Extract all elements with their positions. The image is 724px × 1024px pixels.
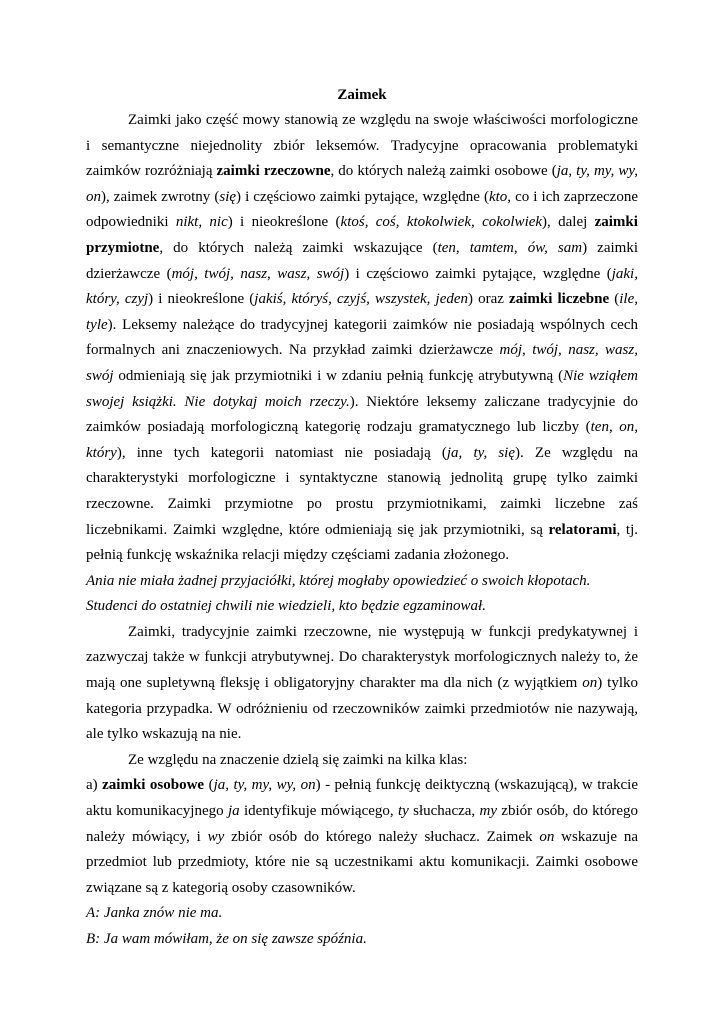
example-words: ja, ty, my, wy, on	[86, 163, 638, 205]
text-run: , do których należą zaimki wskazujące (	[159, 239, 438, 256]
text-run: zbiór osób, do którego należy mówiący, i	[86, 803, 638, 845]
text-run: wskazuje na przedmiot lub przedmioty, które nie są uczestnikami aktu komunikacji. Zaimki osobowe związane są z kategorią osoby czasowników.	[86, 828, 638, 896]
text-run: co i ich zaprzeczone odpowiedniki	[86, 188, 638, 231]
term-relatory: relatorami	[548, 521, 617, 538]
text-run: , tj. pełnią funkcję wskaźnika relacji między częściami zadania złożonego.	[86, 521, 638, 564]
text-run: ) i częściowo zaimki pytające, względne (	[344, 265, 612, 282]
paragraph-morphology	[86, 620, 638, 748]
example-words: ja, ty, my, wy, on	[213, 777, 316, 794]
text-run: ). Niektóre leksemy zaliczane tradycyjnie do zaimków posiadają morfologiczną kategorię rodzaju gramatycznego lub liczby (	[86, 393, 638, 436]
text-run: , do których należą zaimki osobowe (	[330, 163, 557, 180]
term-zaimki-przymiotne: zaimki przymiotne	[86, 214, 638, 256]
example-words: on	[582, 675, 598, 692]
text-run: ) tylko kategoria przypadka. W odróżnieniu od rzeczowników zaimki przedmiotów nie nazywają, ale tylko wskazują na nie.	[86, 675, 638, 743]
text-run: identyfikuje mówiącego,	[239, 803, 398, 820]
text-run: Zaimki, tradycyjnie zaimki rzeczowne, nie występują w funkcji predykatywnej i zazwyczaj także w funkcji atrybutywnej. Do charakterystyk morfologicznych należy to, że mają one supletywną fleksję i obligatoryjny charakter ma dla nich (z wyjątkiem	[86, 623, 638, 692]
example-words: nikt, nic	[175, 214, 228, 231]
example-words: ile, tyle	[86, 291, 638, 333]
paragraph-introduction	[86, 108, 638, 569]
text-run: ) - pełnią funkcję deiktyczną (wskazującą), w trakcie aktu komunikacyjnego	[86, 777, 639, 820]
text-run: (	[204, 777, 214, 794]
page-title: Zaimek	[337, 87, 387, 103]
text-run: słuchacza,	[408, 803, 480, 820]
term-zaimki-osobowe: zaimki osobowe	[102, 777, 205, 794]
example-words: wy	[207, 828, 225, 845]
example-words: ten, on, który	[86, 419, 639, 461]
text-run: Zaimki jako część mowy stanowią ze względu na swoje właściwości morfologiczne i semantyczne niejednolity zbiór leksemów. Tradycyjne opracowania problematyki zaimków rozróżniają	[86, 112, 638, 180]
term-zaimki-rzeczowne: zaimki rzeczowne	[216, 163, 331, 180]
text-run: odmieniają się jak przymiotniki i w zdaniu pełnią funkcję atrybutywną (	[113, 367, 564, 384]
example-words: jakiś, któryś, czyjś, wszystek, jeden	[254, 291, 469, 308]
dialogue-line-b: B: Ja wam mówiłam, że on się zawsze spóźnia.	[86, 931, 367, 947]
text-run: ) i częściowo zaimki pytające, względne (	[236, 188, 489, 205]
text-run: ) i nieokreślone (	[227, 214, 341, 231]
text-run: ), zaimek zwrotny (	[101, 188, 220, 205]
example-words: kto,	[488, 188, 512, 205]
example-sentence: Nie wziąłem swojej książki. Nie dotykaj moich rzeczy.	[86, 367, 638, 410]
text-run: ). Ze względu na charakterystyki morfologiczne i syntaktyczne stanowią jednolitą grupę tylko zaimki rzeczowne. Zaimki przymiotne po prostu przymiotnikami, zaimki liczebne zaś liczebnikami. Zaimki względne, które odmieniają się jak przymiotniki, są	[86, 444, 639, 538]
example-words: ja, ty, się	[446, 444, 516, 461]
example-words: ty	[397, 803, 409, 820]
example-sentence-2: Studenci do ostatniej chwili nie wiedzieli, kto będzie egzaminował.	[86, 598, 486, 615]
text-run: ) i nieokreślone (	[148, 291, 255, 308]
text-run: ), dalej	[542, 214, 595, 231]
example-words: ja	[227, 803, 240, 820]
text-run: ) oraz	[468, 291, 510, 308]
example-words: my	[479, 803, 497, 820]
example-words: mój, twój, nasz, wasz, swój	[171, 265, 345, 282]
text-run: ), inne tych kategorii natomiast nie posiadają (	[116, 444, 447, 461]
text-run: ) zaimki dzierżawcze (	[86, 239, 638, 282]
paragraph-classes-intro: Ze względu na znaczenie dzielą się zaimki na kilka klas:	[128, 751, 468, 768]
example-sentence-1: Ania nie miała żadnej przyjaciółki, której mogłaby opowiedzieć o swoich kłopotach.	[86, 572, 591, 589]
text-run: ). Leksemy należące do tradycyjnej kategorii zaimków nie posiadają wspólnych cech formalnych ani znaczeniowych. Na przykład zaimki dzierżawcze	[86, 316, 638, 359]
example-words: on	[539, 828, 555, 845]
example-words: ten, tamtem, ów, sam	[437, 239, 583, 256]
paragraph-personal-pronouns	[86, 773, 638, 901]
example-words: ktoś, coś, ktokolwiek, cokolwiek	[340, 214, 543, 231]
list-marker: a)	[86, 777, 103, 794]
text-run: zbiór osób do którego należy słuchacz. Zaimek	[224, 828, 540, 845]
example-words: mój, twój, nasz, wasz, swój	[86, 342, 638, 384]
dialogue-line-a: A: Janka znów nie ma.	[86, 905, 223, 922]
term-zaimki-liczebne: zaimki liczebne	[509, 291, 610, 308]
text-run: (	[609, 291, 620, 308]
example-words: się	[219, 188, 237, 205]
example-words: jaki, który, czyj	[86, 265, 638, 308]
